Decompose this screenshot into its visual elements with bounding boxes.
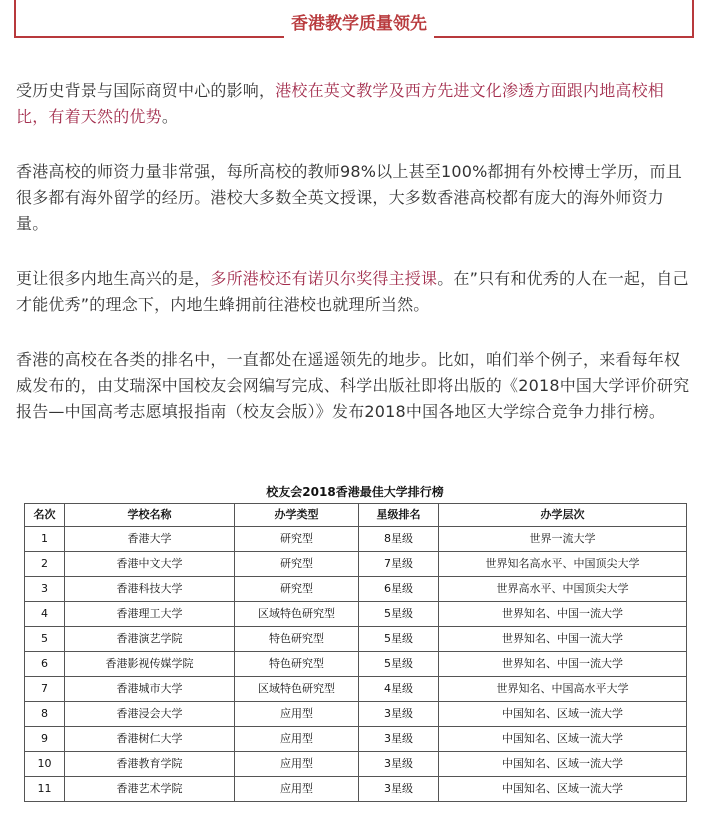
cell-school-type: 应用型 bbox=[235, 777, 359, 802]
cell-school-name: 香港中文大学 bbox=[65, 552, 235, 577]
cell-rank: 8 bbox=[25, 702, 65, 727]
cell-rank: 4 bbox=[25, 602, 65, 627]
paragraph-3-lead: 更让很多内地生高兴的是， bbox=[16, 269, 211, 288]
cell-school-type: 特色研究型 bbox=[235, 627, 359, 652]
paragraph-1-lead: 受历史背景与国际商贸中心的影响， bbox=[16, 81, 276, 100]
cell-school-type: 应用型 bbox=[235, 727, 359, 752]
cell-school-type: 区域特色研究型 bbox=[235, 602, 359, 627]
table-row bbox=[25, 677, 687, 702]
paragraph-3-tail: 。在”只有和优秀的人在一起，自己才能优秀”的理念下，内地生蜂拥前往港校也就理所当然。 bbox=[16, 269, 689, 314]
cell-school-type: 研究型 bbox=[235, 527, 359, 552]
cell-star-rating: 8星级 bbox=[359, 527, 439, 552]
cell-level: 中国知名、区域一流大学 bbox=[439, 752, 687, 777]
table-row bbox=[25, 727, 687, 752]
cell-rank: 10 bbox=[25, 752, 65, 777]
cell-star-rating: 4星级 bbox=[359, 677, 439, 702]
cell-school-type: 研究型 bbox=[235, 577, 359, 602]
cell-star-rating: 3星级 bbox=[359, 752, 439, 777]
cell-school-name: 香港浸会大学 bbox=[65, 702, 235, 727]
ranking-table-block bbox=[24, 481, 686, 802]
cell-school-type: 应用型 bbox=[235, 752, 359, 777]
cell-level: 世界一流大学 bbox=[439, 527, 687, 552]
table-body bbox=[25, 527, 687, 802]
cell-level: 世界知名、中国一流大学 bbox=[439, 652, 687, 677]
table-row bbox=[25, 627, 687, 652]
cell-school-name: 香港树仁大学 bbox=[65, 727, 235, 752]
column-header: 名次 bbox=[25, 504, 65, 527]
cell-star-rating: 3星级 bbox=[359, 702, 439, 727]
cell-rank: 3 bbox=[25, 577, 65, 602]
cell-school-name: 香港教育学院 bbox=[65, 752, 235, 777]
ranking-table bbox=[24, 503, 687, 802]
paragraph-2: 香港高校的师资力量非常强，每所高校的教师98%以上甚至100%都拥有外校博士学历，而且很多都有海外留学的经历。港校大多数全英文授课，大多数香港高校都有庞大的海外师资力量。 bbox=[16, 162, 682, 233]
cell-school-name: 香港艺术学院 bbox=[65, 777, 235, 802]
paragraph-3 bbox=[16, 266, 696, 318]
cell-school-name: 香港理工大学 bbox=[65, 602, 235, 627]
column-header: 办学类型 bbox=[235, 504, 359, 527]
cell-school-name: 香港城市大学 bbox=[65, 677, 235, 702]
cell-level: 世界知名、中国一流大学 bbox=[439, 627, 687, 652]
table-row bbox=[25, 752, 687, 777]
cell-level: 世界知名、中国一流大学 bbox=[439, 602, 687, 627]
cell-rank: 6 bbox=[25, 652, 65, 677]
paragraph-1-tail: 。 bbox=[161, 107, 179, 126]
cell-school-type: 区域特色研究型 bbox=[235, 677, 359, 702]
cell-rank: 5 bbox=[25, 627, 65, 652]
cell-rank: 2 bbox=[25, 552, 65, 577]
cell-rank: 7 bbox=[25, 677, 65, 702]
cell-star-rating: 3星级 bbox=[359, 777, 439, 802]
table-row bbox=[25, 777, 687, 802]
cell-rank: 9 bbox=[25, 727, 65, 752]
cell-star-rating: 5星级 bbox=[359, 627, 439, 652]
cell-level: 世界知名高水平、中国顶尖大学 bbox=[439, 552, 687, 577]
cell-school-name: 香港演艺学院 bbox=[65, 627, 235, 652]
table-row bbox=[25, 552, 687, 577]
column-header: 星级排名 bbox=[359, 504, 439, 527]
cell-star-rating: 6星级 bbox=[359, 577, 439, 602]
cell-rank: 11 bbox=[25, 777, 65, 802]
paragraph-1 bbox=[16, 78, 696, 130]
cell-school-type: 应用型 bbox=[235, 702, 359, 727]
cell-school-name: 香港影视传媒学院 bbox=[65, 652, 235, 677]
paragraph-1-highlight: 港校在英文教学及西方先进文化渗透方面跟内地高校相比，有着天然的优势 bbox=[16, 81, 665, 126]
table-row bbox=[25, 577, 687, 602]
table-row bbox=[25, 652, 687, 677]
cell-level: 中国知名、区域一流大学 bbox=[439, 727, 687, 752]
table-row bbox=[25, 702, 687, 727]
table-title: 校友会2018香港最佳大学排行榜 bbox=[266, 485, 444, 499]
column-header: 学校名称 bbox=[65, 504, 235, 527]
cell-school-name: 香港科技大学 bbox=[65, 577, 235, 602]
table-row bbox=[25, 602, 687, 627]
cell-star-rating: 7星级 bbox=[359, 552, 439, 577]
section-header bbox=[14, 0, 694, 40]
cell-star-rating: 5星级 bbox=[359, 652, 439, 677]
cell-level: 中国知名、区域一流大学 bbox=[439, 702, 687, 727]
cell-school-type: 研究型 bbox=[235, 552, 359, 577]
table-row bbox=[25, 527, 687, 552]
column-header: 办学层次 bbox=[439, 504, 687, 527]
cell-star-rating: 3星级 bbox=[359, 727, 439, 752]
cell-level: 世界高水平、中国顶尖大学 bbox=[439, 577, 687, 602]
paragraph-3-highlight: 多所港校还有诺贝尔奖得主授课 bbox=[210, 269, 438, 288]
cell-star-rating: 5星级 bbox=[359, 602, 439, 627]
table-header-row bbox=[25, 504, 687, 527]
paragraph-4: 香港的高校在各类的排名中，一直都处在遥遥领先的地步。比如，咱们举个例子，来看每年权威发布的，由艾瑞深中国校友会网编写完成、科学出版社即将出版的《2018中国大学评价研究报告—中国高考志愿填报指南（校友会版）》发布2018中国各地区大学综合竞争力排行榜。 bbox=[16, 350, 690, 421]
cell-level: 世界知名、中国高水平大学 bbox=[439, 677, 687, 702]
section-title: 香港教学质量领先 bbox=[284, 8, 434, 40]
cell-level: 中国知名、区域一流大学 bbox=[439, 777, 687, 802]
cell-school-type: 特色研究型 bbox=[235, 652, 359, 677]
cell-rank: 1 bbox=[25, 527, 65, 552]
cell-school-name: 香港大学 bbox=[65, 527, 235, 552]
